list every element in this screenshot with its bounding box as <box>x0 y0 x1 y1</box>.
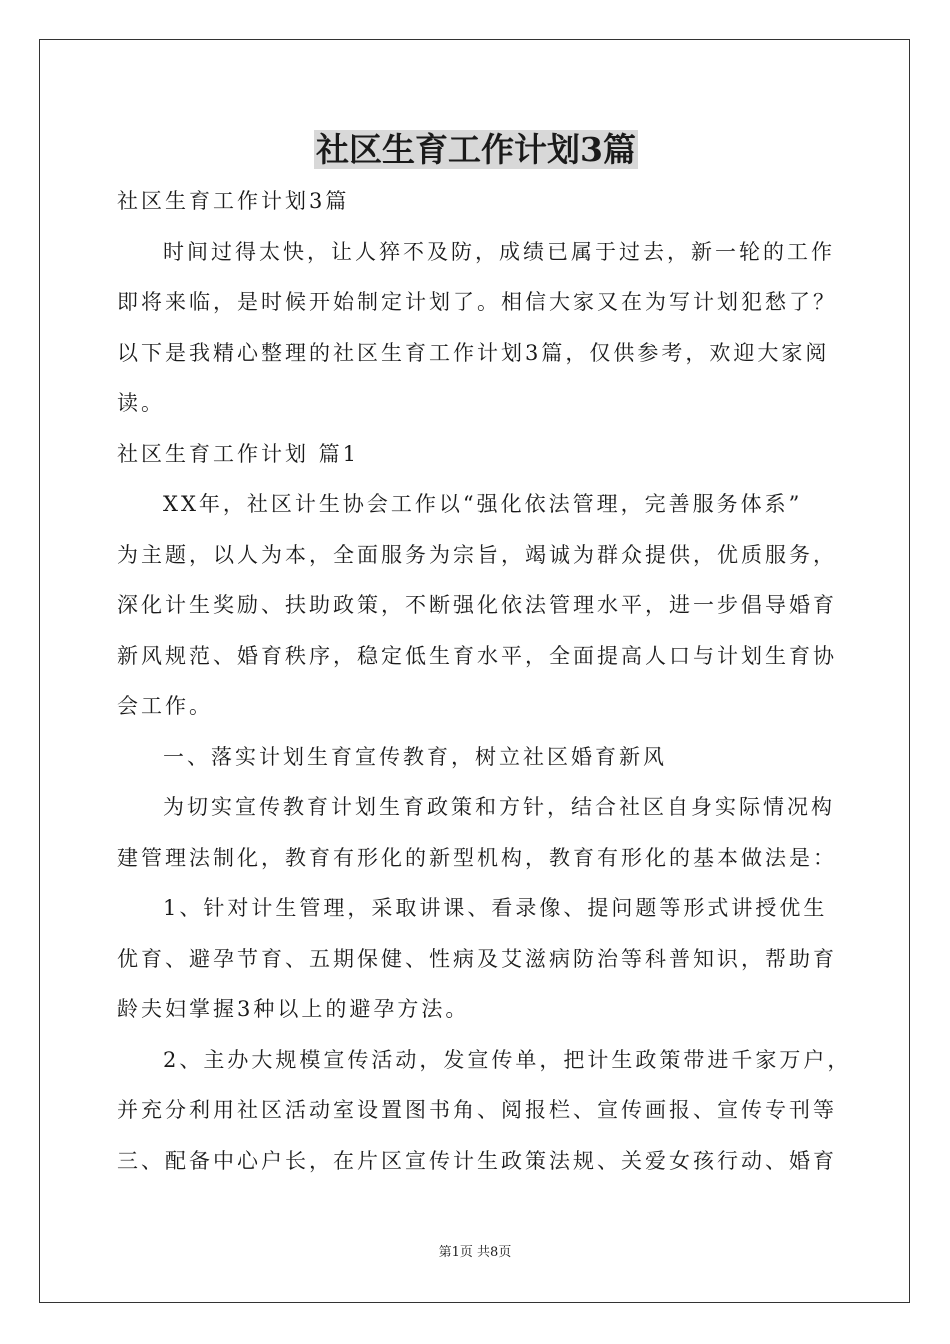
subtitle-line: 社区生育工作计划3篇 <box>117 189 350 213</box>
paragraph-line: 2、主办大规模宣传活动，发宣传单，把计生政策带进千家万户， <box>163 1047 852 1072</box>
document-title-text: 社区生育工作计划3篇 <box>316 130 636 169</box>
paragraph-line: 时间过得太快，让人猝不及防，成绩已属于过去，新一轮的工作 <box>163 239 835 264</box>
page-footer: 第1页 共8页 <box>438 1245 512 1260</box>
paragraph-line: 即将来临，是时候开始制定计划了。相信大家又在为写计划犯愁了？ <box>117 290 837 314</box>
paragraph-line: 以下是我精心整理的社区生育工作计划3篇，仅供参考，欢迎大家阅 <box>117 340 830 365</box>
document-title <box>117 128 835 172</box>
paragraph-line: 新风规范、婚育秩序，稳定低生育水平，全面提高人口与计划生育协 <box>117 643 837 668</box>
paragraph-line: 建管理法制化，教育有形化的新型机构，教育有形化的基本做法是： <box>117 845 837 870</box>
paragraph-line: 三、配备中心户长，在片区宣传计生政策法规、关爱女孩行动、婚育 <box>117 1148 837 1173</box>
paragraph-line: 为主题，以人为本，全面服务为宗旨，竭诚为群众提供，优质服务， <box>117 542 837 567</box>
paragraph-line: 为切实宣传教育计划生育政策和方针，结合社区自身实际情况构 <box>163 795 835 819</box>
subsection-heading: 一、落实计划生育宣传教育，树立社区婚育新风 <box>163 744 667 769</box>
paragraph-line: 1、针对计生管理，采取讲课、看录像、提问题等形式讲授优生 <box>163 896 828 920</box>
paragraph-line: 会工作。 <box>117 694 213 718</box>
paragraph-line: 深化计生奖励、扶助政策，不断强化依法管理水平，进一步倡导婚育 <box>117 593 837 617</box>
paragraph-line: 优育、避孕节育、五期保健、性病及艾滋病防治等科普知识，帮助育 <box>117 946 837 971</box>
section-heading: 社区生育工作计划 篇1 <box>117 441 360 466</box>
paragraph-line: 读。 <box>117 391 165 415</box>
paragraph-line: 并充分利用社区活动室设置图书角、阅报栏、宣传画报、宣传专刊等 <box>117 1098 837 1122</box>
paragraph-line: XX年，社区计生协会工作以“强化依法管理，完善服务体系” <box>163 492 803 516</box>
document-body <box>117 176 852 1186</box>
paragraph-line: 龄夫妇掌握3种以上的避孕方法。 <box>117 997 470 1021</box>
